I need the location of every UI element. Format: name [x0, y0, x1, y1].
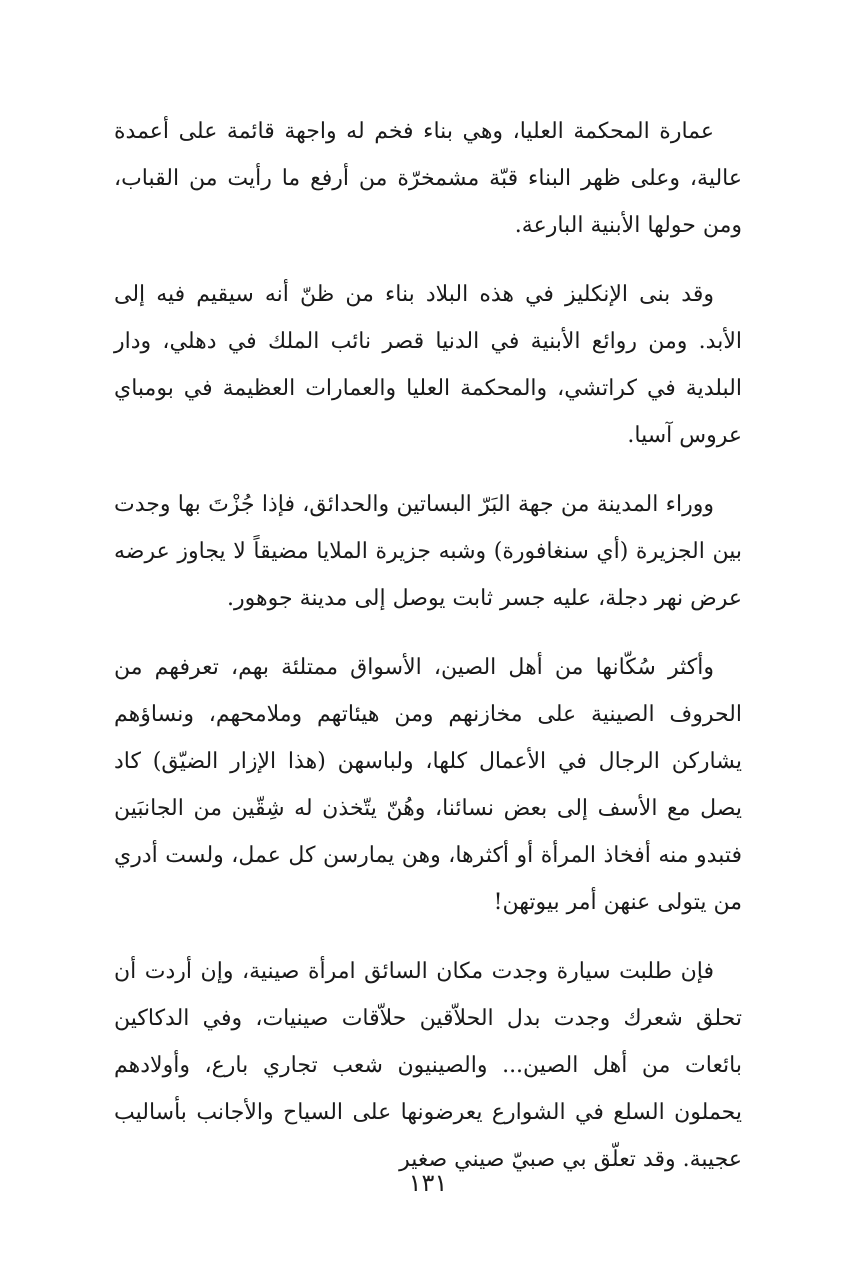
- page-body: [114, 108, 742, 1205]
- paragraph-4: وأكثر سُكّانها من أهل الصين، الأسواق ممتلئة بهم، تعرفهم من الحروف الصينية على مخازنهم ومن هيئاتهم وملامحهم، ونساؤهم يشاركن الرجال في الأعمال كلها، ولباسهن (هذا الإزار الضيّق) كاد يصل مع الأسف إلى بعض نسائنا، وهُنّ يتّخذن له شِقّين من الجانبَين فتبدو منه أفخاذ المرأة أو أكثرها، وهن يمارسن كل عمل، ولست أدري من يتولى عنهن أمر بيوتهن!: [114, 655, 742, 915]
- paragraph-5: فإن طلبت سيارة وجدت مكان السائق امرأة صينية، وإن أردت أن تحلق شعرك وجدت بدل الحلاّقين حلاّقات صينيات، وفي الدكاكين بائعات من أهل الصين... والصينيون شعب تجاري بارع، وأولادهم يحملون السلع في الشوارع يعرضونها على السياح والأجانب بأساليب عجيبة. وقد تعلّق بي صبيّ صيني صغير: [114, 959, 742, 1172]
- paragraph-1: عمارة المحكمة العليا، وهي بناء فخم له واجهة قائمة على أعمدة عالية، وعلى ظهر البناء قبّة مشمخرّة من أرفع ما رأيت من القباب، ومن حولها الأبنية البارعة.: [114, 119, 742, 238]
- paragraph-2: وقد بنى الإنكليز في هذه البلاد بناء من ظنّ أنه سيقيم فيه إلى الأبد. ومن روائع الأبنية في الدنيا قصر نائب الملك في دهلي، ودار البلدية في كراتشي، والمحكمة العليا والعمارات العظيمة في بومباي عروس آسيا.: [114, 282, 742, 448]
- page-number: ١٣١: [408, 1169, 448, 1197]
- paragraph-3: ووراء المدينة من جهة البَرّ البساتين والحدائق، فإذا جُزْتَ بها وجدت بين الجزيرة (أي سنغافورة) وشبه جزيرة الملايا مضيقاً لا يجاوز عرضه عرض نهر دجلة، عليه جسر ثابت يوصل إلى مدينة جوهور.: [114, 492, 742, 611]
